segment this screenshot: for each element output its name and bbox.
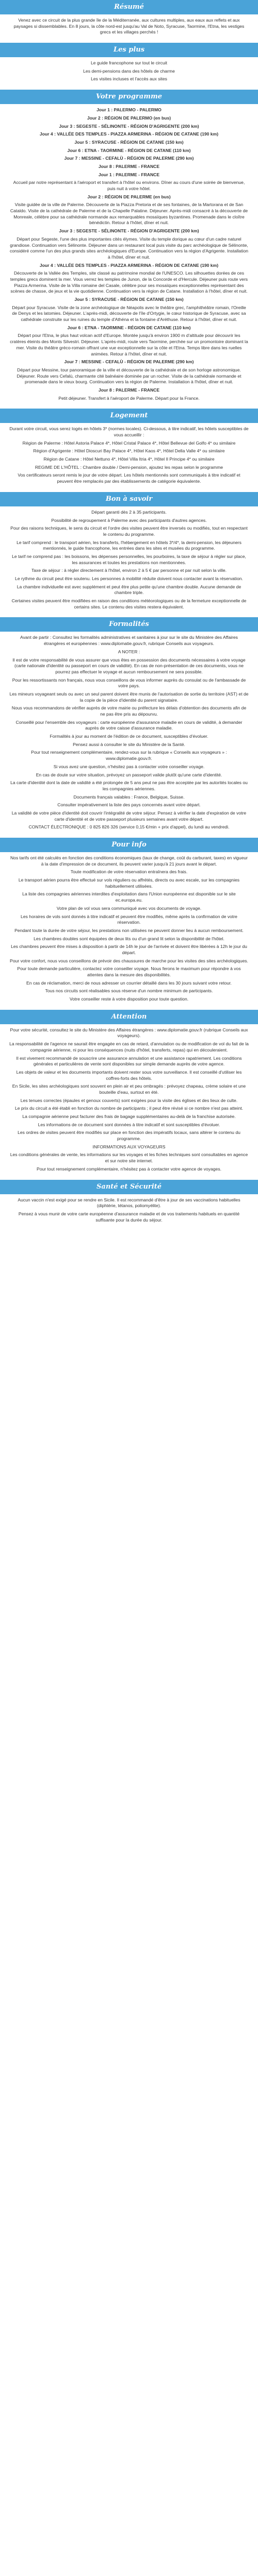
section-paragraph: Si vous avez une question, n'hésitez pas à contacter votre conseiller voyage. [53, 764, 205, 769]
section-paragraph: Pour les ressortissants non français, nous vous conseillons de vous informer auprès du consulat ou de l'ambassade de votre pays. [12, 677, 246, 689]
section-paragraph: Pour votre confort, nous vous conseillons de prévoir des chaussures de marche pour les visites des sites archéologiques. [10, 958, 248, 963]
section-paragraph: Petit déjeuner. Transfert à l'aéroport de Palerme. Départ pour la France. [58, 395, 200, 401]
program-day-heading: Jour 5 : SYRACUSE - RÉGION DE CATANE (150 km) [74, 139, 184, 145]
section-paragraph: Les horaires de vols sont donnés à titre indicatif et peuvent être modifiés, même après la confirmation de votre réservation. [21, 913, 237, 925]
section-paragraph: Accueil par notre représentant à l'aéroport et transfert à l'hôtel ou environs. Dîner au cours d'une soirée de bienvenue, puis nuit à votre hôtel. [13, 180, 245, 191]
section-paragraph: Votre plan de vol vous sera communiqué avec vos documents de voyage. [56, 905, 202, 911]
section-paragraph: Région d'Agrigente : Hôtel Dioscuri Bay Palace 4*, Hôtel Kaos 4*, Hôtel Della Valle 4* ou similaire [33, 448, 225, 454]
section-paragraph: La responsabilité de l'agence ne saurait être engagée en cas de retard, d'annulation ou de modification de vol du fait de la compagnie aérienne, ni pour les conséquences (nuits d'hôtel, transferts, repas) qui en découleraient. [9, 1041, 249, 1053]
section-paragraph: REGIME DE L'HÔTEL : Chambre double / Demi-pension, ajoutez les repas selon le programme [35, 464, 223, 470]
section-paragraph: Vos certificateurs seront remis le jour de votre départ. Les hôtels mentionnés sont communiqués à titre indicatif et peuvent être remplacés par des établissements de catégorie équivalente. [18, 472, 240, 484]
program-day-heading: Jour 8 : PALERME - FRANCE [98, 163, 160, 169]
section-body-resume [0, 18, 258, 36]
section-paragraph: Les informations de ce document sont données à titre indicatif et sont susceptibles d'évoluer. [38, 1122, 220, 1127]
section-paragraph: Région de Palerme : Hôtel Astoria Palace 4*, Hôtel Cristal Palace 4*, Hôtel Bellevue del Golfo 4* ou similaire [22, 440, 236, 446]
section-paragraph: Certaines visites peuvent être modifiées en raison des conditions météorologiques ou de la fermeture exceptionnelle de certains sites. Le contenu des visites restera équivalent. [11, 598, 247, 609]
section-paragraph: Nos tarifs ont été calculés en fonction des conditions économiques (taux de change, coût du carburant, taxes) en vigueur à la date d'impression de ce document, ils peuvent varier jusqu'à 21 jours avant le départ. [10, 855, 248, 867]
section-body-formalites [0, 635, 258, 831]
section-title-bon: Bon à savoir [0, 492, 258, 506]
section-paragraph: CONTACT ÉLECTRONIQUE : 0 825 826 326 (service 0,15 €/min + prix d'appel), du lundi au vendredi. [28, 824, 230, 830]
section-paragraph: Le transport aérien pourra être effectué sur vols réguliers ou affrétés, directs ou avec escale, sur les compagnies habituellement utilisées. [18, 877, 240, 889]
section-paragraph: Il est de votre responsabilité de vous assurer que vous êtes en possession des documents nécessaires à votre voyage (carte nationale d'identité ou passeport en cours de validité). En cas de non-présentation de ces documents, vous ne pourrez pas effectuer le voyage et aucun remboursement ne sera possible. [12, 657, 246, 674]
section-paragraph: Départ pour Segeste, l'une des plus importantes cités élymes. Visite du temple dorique au cœur d'un cadre naturel grandiose. Continuation vers Sélinonte. Déjeuner dans un restaurant local puis visite du parc archéologique de Sélinonte, considéré comme l'un des plus grands sites archéologiques d'Europe. Continuation vers la région d'Agrigente. Installation à l'hôtel, dîner et nuit. [9, 236, 249, 260]
program-day-heading: Jour 7 : MESSINE - CEFALÙ - RÉGION DE PALERME (290 km) [64, 156, 194, 161]
section-body-bon [0, 510, 258, 611]
program-day-heading: Jour 4 : VALLÉE DES TEMPLES - PIAZZA ARMERINA - RÉGION DE CATANE (190 km) [39, 131, 219, 137]
program-day-heading: Jour 3 : SEGESTE - SÉLINONTE - RÉGION D'AGRIGENTE (200 km) [59, 228, 199, 234]
section-paragraph: Pour toute demande particulière, contactez votre conseiller voyage. Nous ferons le maximum pour répondre à vos attentes dans la mesure des disponibilités. [17, 966, 241, 977]
section-paragraph: Documents français valables : France, Belgique, Suisse. [73, 794, 185, 800]
section-paragraph: Les conditions générales de vente, les informations sur les voyages et les fiches techniques sont consultables en agence et sur notre site internet. [10, 1152, 248, 1164]
section-title-programme: Votre programme [0, 90, 258, 104]
section-paragraph: Taxe de séjour : à régler directement à l'hôtel, environ 2 à 5 € par personne et par nuit selon la ville. [31, 568, 227, 573]
program-day-heading: Jour 1 : PALERME - FRANCE [98, 172, 160, 177]
section-paragraph: A NOTER : [118, 649, 140, 654]
program-day-heading: Jour 8 : PALERME - FRANCE [98, 387, 160, 393]
section-paragraph: Le prix du circuit a été établi en fonction du nombre de participants ; il peut être révisé si ce nombre n'est pas atteint. [14, 1106, 244, 1111]
section-paragraph: Aucun vaccin n'est exigé pour se rendre en Sicile. Il est recommandé d'être à jour de ses vaccinations habituelles (diphtérie, tétanos, poliomyélite). [18, 1197, 240, 1209]
section-paragraph: Les mineurs voyageant seuls ou avec un seul parent doivent être munis de l'autorisation de sortie du territoire (AST) et de la copie de la pièce d'identité du parent signataire. [9, 691, 249, 703]
program-day-heading: Jour 7 : MESSINE - CEFALÙ - RÉGION DE PALERME (290 km) [64, 359, 194, 365]
section-paragraph: Les tenues correctes (épaules et genoux couverts) sont exigées pour la visite des églises et des lieux de culte. [20, 1097, 238, 1103]
section-paragraph: Possibilité de regroupement à Palerme avec des participants d'autres agences. [51, 517, 207, 523]
section-paragraph: La chambre individuelle est avec supplément et peut être plus petite qu'une chambre double. Aucune demande de chambre triple. [17, 584, 241, 596]
section-title-attention: Attention [0, 1010, 258, 1024]
section-paragraph: La validité de votre pièce d'identité doit couvrir l'intégralité de votre séjour. Pensez à vérifier la date d'expiration de votre carte d'identité et de votre passeport plusieurs semaines avant votre départ. [11, 810, 247, 822]
section-title-logement: Logement [0, 409, 258, 423]
section-paragraph: Avant de partir : Consultez les formalités administratives et sanitaires à jour sur le site du Ministère des Affaires étrangères et européennes : www.diplomatie.gouv.fr, rubrique Conseils aux voyageurs. [20, 635, 238, 647]
section-paragraph: Les objets de valeur et les documents importants doivent rester sous votre surveillance. Il est conseillé d'utiliser les coffres-forts des hôtels. [16, 1069, 242, 1081]
section-paragraph: Départ pour Messine, tour panoramique de la ville et découverte de la cathédrale et de son horloge astronomique. Déjeuner. Route vers Cefalù, charmante cité balnéaire dominée par un rocher. Visite de la cathédrale normande et promenade dans le vieux bourg. Continuation vers la région de Palerme. Installation à l'hôtel, dîner et nuit. [17, 367, 241, 385]
page [0, 0, 258, 1235]
section-body-lieux [0, 60, 258, 82]
program-day-heading: Jour 4 : VALLÉE DES TEMPLES - PIAZZA ARMERINA - RÉGION DE CATANE (190 km) [39, 262, 219, 268]
section-title-sante: Santé et Sécurité [0, 1180, 258, 1194]
section-paragraph: Le tarif ne comprend pas : les boissons, les dépenses personnelles, les pourboires, la taxe de séjour à régler sur place, les assurances et toutes les prestations non mentionnées. [12, 553, 246, 565]
section-paragraph: La carte d'identité dont la date de validité a été prolongée de 5 ans peut ne pas être acceptée par les autorités locales ou les compagnies aériennes. [10, 780, 248, 791]
program-day-heading: Jour 1 : PALERMO - PALERMO [96, 107, 162, 113]
section-paragraph: Les demi-pensions dans des hôtels de charme [83, 68, 175, 74]
program-day-heading: Jour 5 : SYRACUSE - RÉGION DE CATANE (150 km) [74, 297, 184, 302]
section-paragraph: Conseillé pour l'ensemble des voyageurs : carte européenne d'assurance maladie en cours de validité, à demander auprès de votre caisse d'assurance maladie. [15, 719, 243, 731]
section-body-attention [0, 1027, 258, 1173]
section-paragraph: Les chambres doubles sont équipées de deux lits ou d'un grand lit selon la disponibilité de l'hôtel. [34, 936, 224, 941]
section-paragraph: Pour tout renseignement complémentaire, n'hésitez pas à contacter votre agence de voyages. [36, 1166, 221, 1172]
section-paragraph: Départ pour Syracuse. Visite de la zone archéologique de Néapolis avec le théâtre grec, l'amphithéâtre romain, l'Oreille de Denys et les latomies. Déjeuner. L'après-midi, découverte de l'île d'Ortygie, le cœur historique de Syracuse, avec sa cathédrale construite sur les ruines du temple d'Athéna et la fontaine d'Aréthuse. Retour à l'hôtel, dîner et nuit. [12, 304, 246, 323]
section-paragraph: En cas de doute sur votre situation, prévoyez un passeport valide plutôt qu'une carte d'identité. [36, 772, 222, 777]
section-paragraph: Consulter impérativement la liste des pays concernés avant votre départ. [57, 802, 201, 808]
section-paragraph: Découverte de la Vallée des Temples, site classé au patrimoine mondial de l'UNESCO. Les silhouettes dorées de ces temples grecs dominent la mer. Vous verrez les temples de Junon, de la Concorde et d'Hercule. Déjeuner puis route vers Piazza Armerina. Visite de la Villa romaine del Casale, célèbre pour ses mosaïques exceptionnelles représentant des scènes de chasse, de jeux et la vie quotidienne. Continuation vers la région de Catane. Installation à l'hôtel, dîner et nuit. [10, 270, 248, 294]
section-paragraph: INFORMATIONS AUX VOYAGEURS [92, 1144, 166, 1149]
section-paragraph: Le rythme du circuit peut être soutenu. Les personnes à mobilité réduite doivent nous contacter avant la réservation. [15, 576, 243, 581]
section-paragraph: Les chambres peuvent être mises à disposition à partir de 14h le jour de l'arrivée et doivent être libérées à 12h le jour du départ. [11, 944, 247, 955]
section-paragraph: Tous nos circuits sont réalisables sous réserve d'un nombre minimum de participants. [45, 988, 213, 994]
section-body-programme [0, 107, 258, 401]
program-day-heading: Jour 6 : ETNA - TAORMINE - RÉGION DE CATANE (110 km) [67, 147, 191, 153]
program-day-heading: Jour 2 : RÉGION DE PALERME (en bus) [87, 194, 171, 199]
section-paragraph: Pour des raisons techniques, le sens du circuit et l'ordre des visites peuvent être inversés ou modifiés, tout en respectant le contenu du programme. [10, 526, 248, 537]
section-paragraph: Durant votre circuit, vous serez logés en hôtels 3* (normes locales). Ci-dessous, à titre indicatif, les hôtels susceptibles de vous accueillir : [9, 426, 249, 437]
section-paragraph: La compagnie aérienne peut facturer des frais de bagage supplémentaires au-delà de la franchise autorisée. [22, 1114, 236, 1119]
section-paragraph: Pour votre sécurité, consultez le site du Ministère des Affaires étrangères : www.diplomatie.gouv.fr (rubrique Conseils aux voyageurs). [10, 1027, 248, 1039]
section-paragraph: Toute modification de votre réservation entraînera des frais. [70, 869, 188, 875]
section-title-info: Pour info [0, 838, 258, 852]
section-paragraph: Les visites incluses et l'accès aux sites [91, 76, 167, 82]
section-paragraph: Le guide francophone sur tout le circuit [90, 60, 168, 66]
section-paragraph: Pour tout renseignement complémentaire, rendez-vous sur la rubrique « Conseils aux voyageurs » : www.diplomatie.gouv.fr. [31, 750, 227, 761]
section-paragraph: Votre conseiller reste à votre disposition pour toute question. [69, 996, 189, 1002]
program-day-heading: Jour 6 : ETNA - TAORMINE - RÉGION DE CATANE (110 km) [67, 325, 191, 330]
section-body-logement [0, 426, 258, 485]
program-day-heading: Jour 3 : SEGESTE - SÉLINONTE - RÉGION D'AGRIGENTE (200 km) [59, 123, 199, 129]
section-paragraph: La liste des compagnies aériennes interdites d'exploitation dans l'Union européenne est disponible sur le site ec.europa.eu. [22, 891, 236, 903]
section-paragraph: Il est vivement recommandé de souscrire une assurance annulation et une assistance rapatriement. Les conditions générales et particulières de vente sont disponibles sur simple demande auprès de votre agence. [16, 1055, 242, 1067]
section-paragraph: En Sicile, les sites archéologiques sont souvent en plein air et peu ombragés : prévoyez chapeau, crème solaire et une bouteille d'eau, surtout en été. [12, 1083, 246, 1095]
section-paragraph: Départ pour l'Etna, le plus haut volcan actif d'Europe. Montée jusqu'à environ 1900 m d'altitude pour découvrir les cratères éteints des Monts Silvestri. Déjeuner. L'après-midi, route vers Taormine, perchée sur un promontoire dominant la mer. Visite du théâtre gréco-romain offrant une vue exceptionnelle sur la côte et l'Etna. Temps libre dans les ruelles animées. Retour à l'hôtel, dîner et nuit. [10, 333, 248, 357]
section-paragraph: Venez avec ce circuit de la plus grande île de la Méditerranée, aux cultures multiples, aux eaux aux reflets et aux paysages si dissemblables. En 8 jours, la côte nord-est jusqu'au Val de Noto, Syracuse, Taormine, l'Etna, les vestiges grecs et les villages perchés ! [13, 18, 245, 35]
section-paragraph: Nous vous recommandons de vérifier auprès de votre mairie ou préfecture les délais d'obtention des documents afin de ne pas être pris au dépourvu. [11, 705, 247, 717]
section-title-lieux: Les plus [0, 43, 258, 57]
section-paragraph: Départ garanti dès 2 à 35 participants. [91, 509, 167, 515]
section-paragraph: Le tarif comprend : le transport aérien, les transferts, l'hébergement en hôtels 3*/4*, la demi-pension, les déjeuners mentionnés, le guide francophone, les entrées dans les sites et musées du programme. [17, 539, 241, 551]
section-paragraph: Pensez aussi à consulter le site du Ministère de la Santé. [73, 741, 185, 747]
program-day-heading: Jour 2 : RÉGION DE PALERMO (en bus) [87, 115, 171, 121]
section-paragraph: Région de Catane : Hôtel Nettuno 4*, Hôtel Villa Itria 4*, Hôtel Il Principe 4* ou similaire [43, 456, 215, 462]
section-paragraph: Formalités à jour au moment de l'édition de ce document, susceptibles d'évoluer. [50, 734, 208, 739]
section-title-formalites: Formalités [0, 617, 258, 632]
section-paragraph: Visite guidée de la ville de Palerme. Découverte de la Piazza Pretoria et de ses fontaines, de la Martorana et de San Cataldo. Visite de la cathédrale de Palerme et de la Chapelle Palatine. Déjeuner. Après-midi consacré à la découverte de Monreale, célèbre pour sa cathédrale normande aux remarquables mosaïques byzantines. Promenade dans le cloître bénédictin. Retour à l'hôtel, dîner et nuit. [10, 202, 248, 226]
section-paragraph: Les ordres de visites peuvent être modifiés sur place en fonction des impératifs locaux, sans altérer le contenu du programme. [18, 1130, 240, 1142]
section-paragraph: Pensez à vous munir de votre carte européenne d'assurance maladie et de vos traitements habituels en quantité suffisante pour la durée du séjour. [18, 1211, 240, 1223]
section-paragraph: En cas de réclamation, merci de nous adresser un courrier détaillé dans les 30 jours suivant votre retour. [26, 980, 232, 986]
section-title-resume: Résumé [0, 0, 258, 14]
section-body-info [0, 855, 258, 1003]
section-paragraph: Pendant toute la durée de votre séjour, les prestations non utilisées ne peuvent donner lieu à aucun remboursement. [14, 927, 244, 933]
section-body-sante [0, 1197, 258, 1224]
